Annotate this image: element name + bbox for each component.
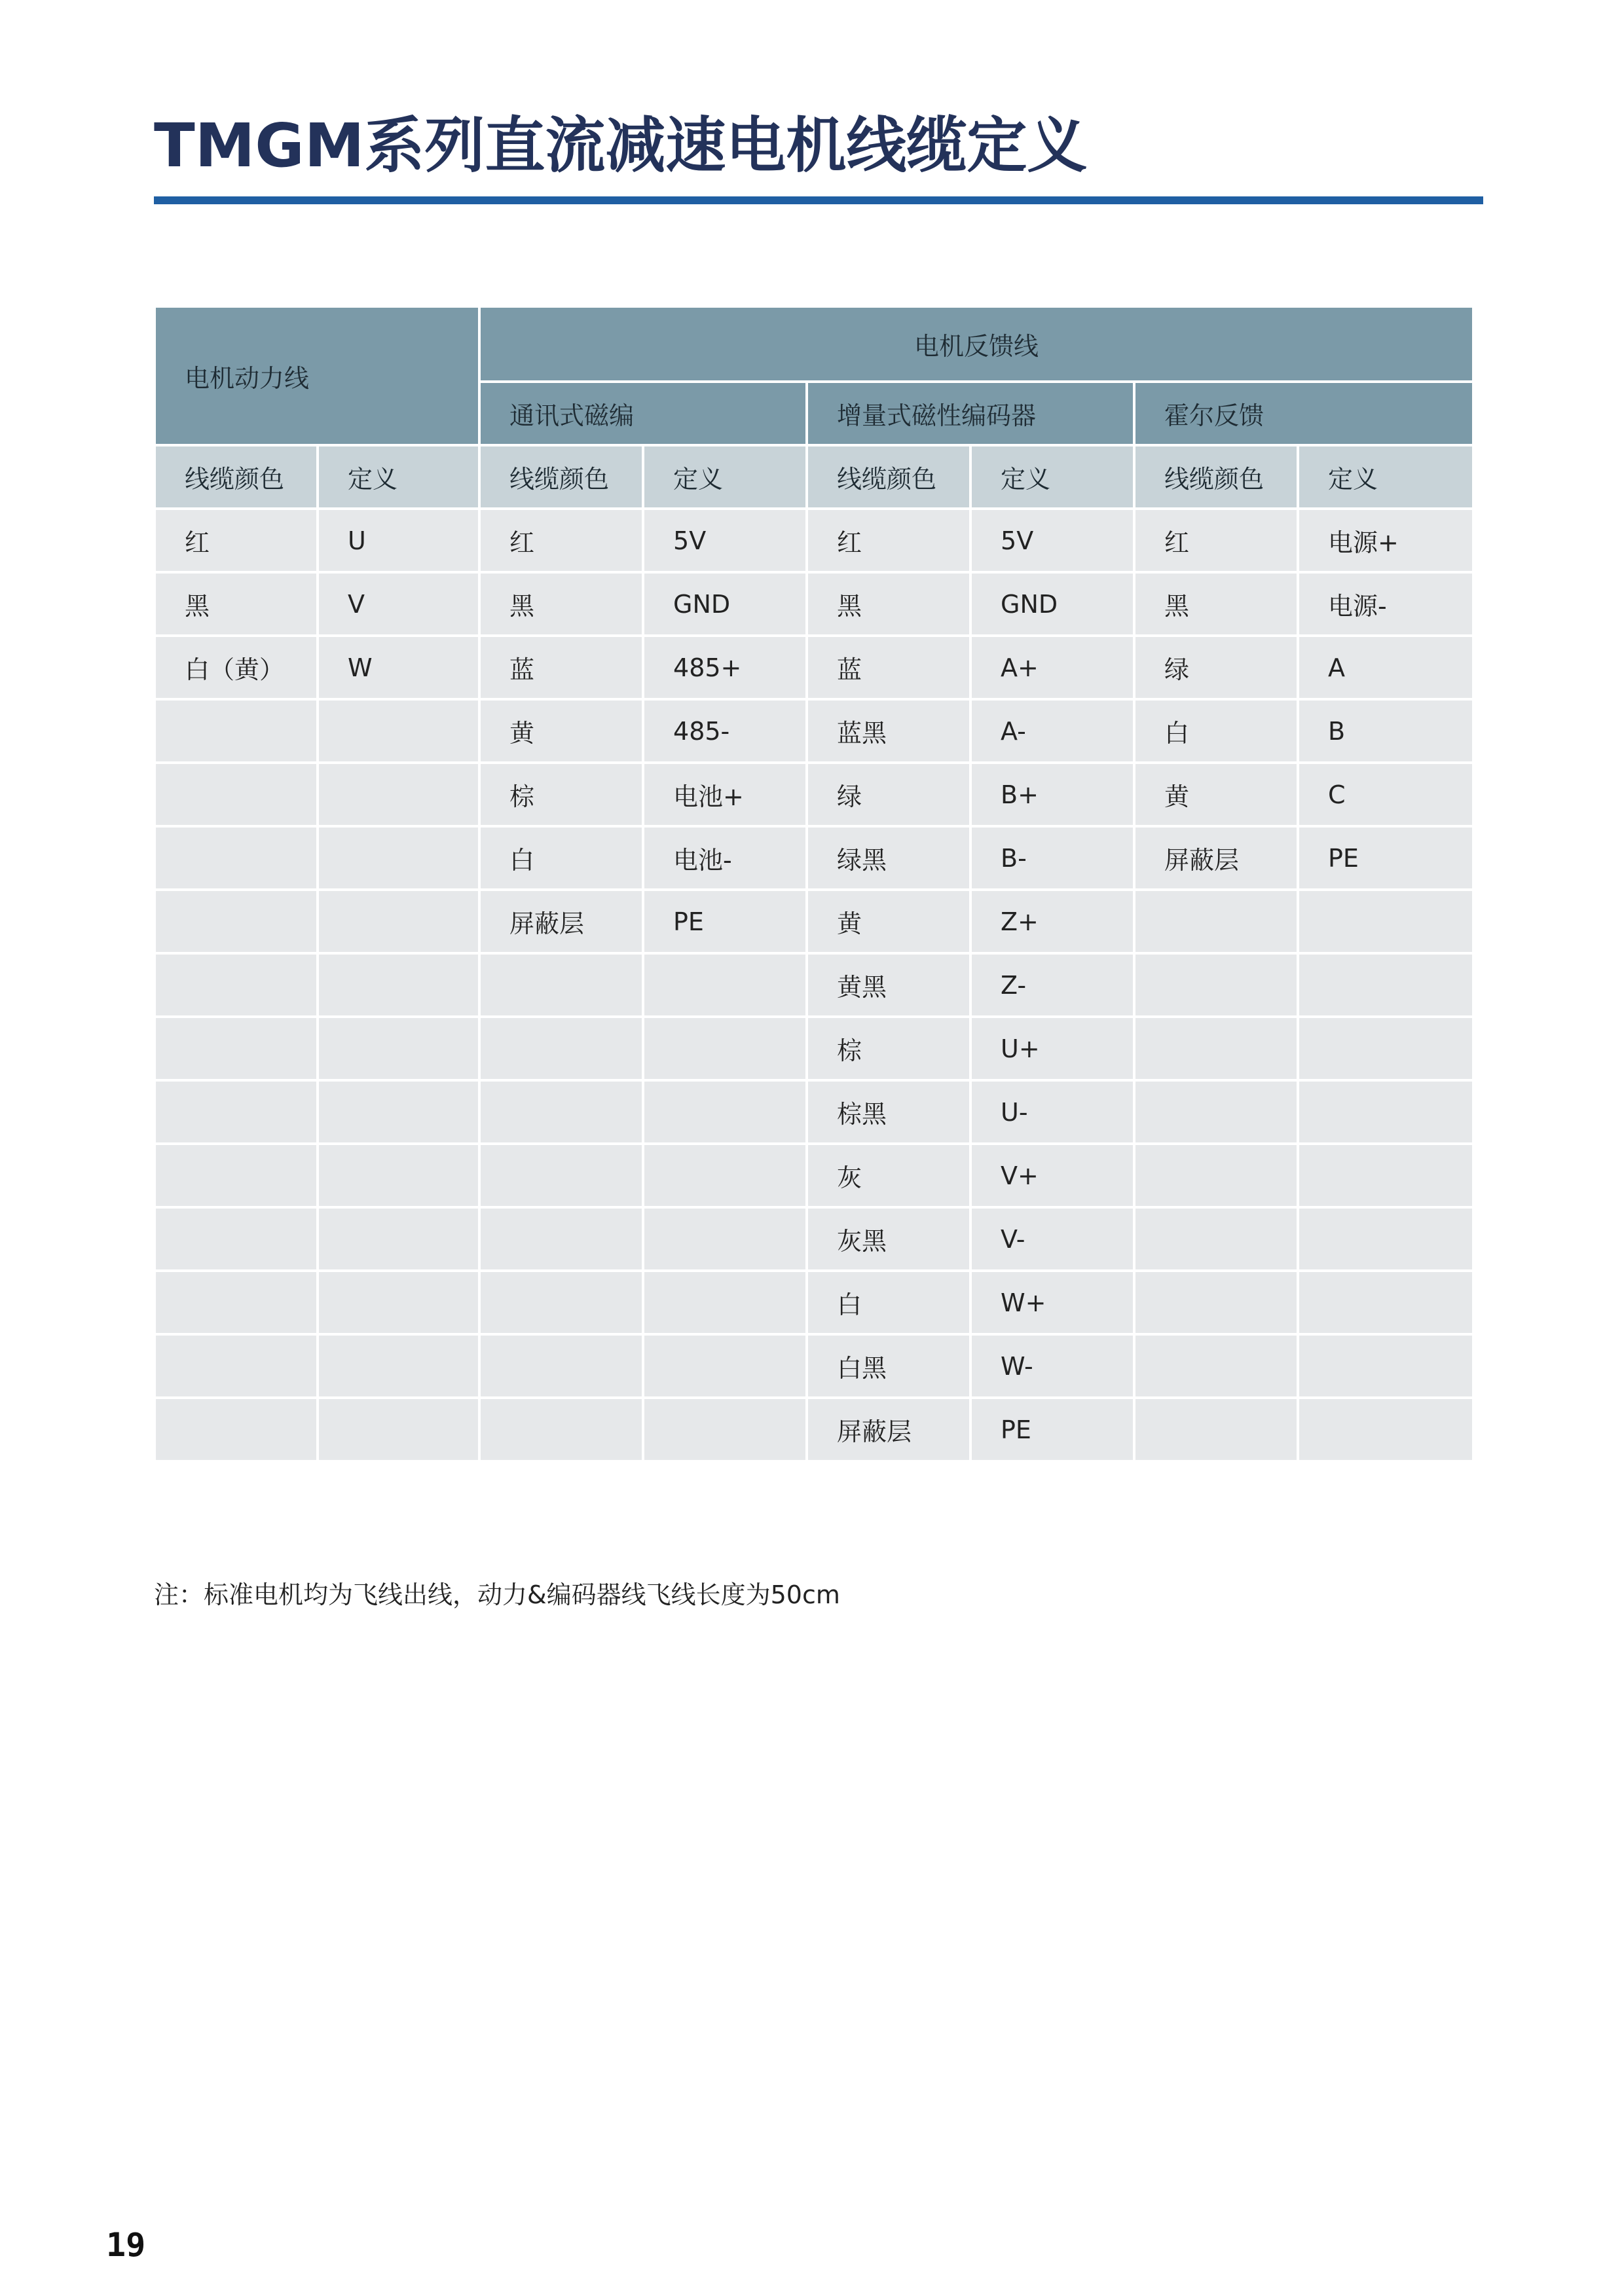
column-header: 线缆颜色 <box>156 445 318 509</box>
table-cell: 蓝 <box>807 636 970 699</box>
feedback-group-header: 电机反馈线 <box>479 308 1472 382</box>
table-cell: 485- <box>643 699 807 763</box>
footnote: 注：标准电机均为飞线出线，动力&编码器线飞线长度为50cm <box>154 1580 840 1609</box>
table-cell <box>479 953 643 1017</box>
table-cell: 屏蔽层 <box>479 890 643 953</box>
table-cell: W+ <box>970 1271 1134 1334</box>
table-cell: V <box>318 572 479 636</box>
table-cell <box>1298 953 1472 1017</box>
table-cell <box>318 1207 479 1271</box>
table-cell <box>156 1080 318 1144</box>
table-cell: 棕 <box>807 1017 970 1080</box>
table-cell: 白（黄） <box>156 636 318 699</box>
table-cell <box>479 1398 643 1461</box>
table-cell <box>479 1271 643 1334</box>
table-cell: 电池+ <box>643 763 807 826</box>
column-header: 线缆颜色 <box>1134 445 1298 509</box>
table-cell <box>1134 1271 1298 1334</box>
table-cell: 485+ <box>643 636 807 699</box>
table-cell: PE <box>970 1398 1134 1461</box>
table-cell: 蓝黑 <box>807 699 970 763</box>
table-row <box>156 1017 1472 1080</box>
table-cell <box>318 1398 479 1461</box>
table-cell: PE <box>643 890 807 953</box>
table-cell: 黑 <box>479 572 643 636</box>
table-cell <box>1298 1398 1472 1461</box>
table-cell: 屏蔽层 <box>1134 826 1298 890</box>
table-cell: U <box>318 509 479 572</box>
table-cell: W- <box>970 1334 1134 1398</box>
table-row <box>156 636 1472 699</box>
table-cell: U- <box>970 1080 1134 1144</box>
page-title: TMGM系列直流减速电机线缆定义 <box>154 111 1088 181</box>
table-cell: 屏蔽层 <box>807 1398 970 1461</box>
table-cell: 5V <box>970 509 1134 572</box>
table-cell <box>1134 953 1298 1017</box>
table-cell: B <box>1298 699 1472 763</box>
table-cell: 灰黑 <box>807 1207 970 1271</box>
table-cell <box>479 1080 643 1144</box>
table-cell: 电源+ <box>1298 509 1472 572</box>
table-row <box>156 826 1472 890</box>
table-cell: 黑 <box>1134 572 1298 636</box>
subgroup-header: 霍尔反馈 <box>1134 382 1472 445</box>
table-cell: W <box>318 636 479 699</box>
table-cell <box>318 1334 479 1398</box>
table-cell <box>1134 1398 1298 1461</box>
table-cell: 蓝 <box>479 636 643 699</box>
table-cell: 红 <box>807 509 970 572</box>
table-cell: B- <box>970 826 1134 890</box>
table-cell: C <box>1298 763 1472 826</box>
table-cell <box>318 890 479 953</box>
table-row <box>156 1207 1472 1271</box>
table-cell <box>1134 1017 1298 1080</box>
table-cell <box>643 1080 807 1144</box>
table-cell <box>156 890 318 953</box>
table-cell <box>156 826 318 890</box>
table-cell <box>643 1017 807 1080</box>
table-row <box>156 1144 1472 1207</box>
table-cell: GND <box>970 572 1134 636</box>
table-cell <box>156 1398 318 1461</box>
table-cell: V+ <box>970 1144 1134 1207</box>
table-cell <box>479 1144 643 1207</box>
table-cell <box>643 1207 807 1271</box>
table-cell: Z+ <box>970 890 1134 953</box>
table-cell: V- <box>970 1207 1134 1271</box>
table-cell <box>1298 1334 1472 1398</box>
table-cell: 红 <box>1134 509 1298 572</box>
table-cell: 棕黑 <box>807 1080 970 1144</box>
table-cell <box>156 763 318 826</box>
column-header: 线缆颜色 <box>807 445 970 509</box>
table-cell: 黄 <box>479 699 643 763</box>
table-cell <box>479 1207 643 1271</box>
table-cell: U+ <box>970 1017 1134 1080</box>
table-cell <box>318 763 479 826</box>
cable-definition-table <box>156 308 1472 1463</box>
table-cell <box>318 953 479 1017</box>
table-cell: B+ <box>970 763 1134 826</box>
table-cell <box>1134 1080 1298 1144</box>
column-header: 线缆颜色 <box>479 445 643 509</box>
table-cell: 白 <box>479 826 643 890</box>
table-cell: 红 <box>156 509 318 572</box>
table-cell: A <box>1298 636 1472 699</box>
column-header: 定义 <box>970 445 1134 509</box>
table-row <box>156 1271 1472 1334</box>
column-header: 定义 <box>318 445 479 509</box>
table-cell: 棕 <box>479 763 643 826</box>
table-cell <box>1298 1080 1472 1144</box>
table-cell: Z- <box>970 953 1134 1017</box>
table-cell: 电池- <box>643 826 807 890</box>
table-cell <box>1134 1144 1298 1207</box>
table-cell <box>479 1017 643 1080</box>
table-cell <box>643 953 807 1017</box>
table-row <box>156 763 1472 826</box>
table-cell: 白黑 <box>807 1334 970 1398</box>
table-cell: 黄 <box>807 890 970 953</box>
table-cell <box>1134 1334 1298 1398</box>
table-cell <box>1298 890 1472 953</box>
table-cell: 绿 <box>1134 636 1298 699</box>
table-row <box>156 1080 1472 1144</box>
column-header: 定义 <box>1298 445 1472 509</box>
table-cell <box>156 953 318 1017</box>
table-cell <box>156 1017 318 1080</box>
table-cell <box>643 1144 807 1207</box>
table-cell <box>156 699 318 763</box>
column-header: 定义 <box>643 445 807 509</box>
table-cell <box>1298 1207 1472 1271</box>
table-cell: PE <box>1298 826 1472 890</box>
page-number: 19 <box>106 2226 146 2264</box>
table-cell: 黑 <box>807 572 970 636</box>
table-cell: A+ <box>970 636 1134 699</box>
table-row <box>156 1334 1472 1398</box>
table-cell <box>1298 1017 1472 1080</box>
table-cell: 白 <box>1134 699 1298 763</box>
table-row <box>156 509 1472 572</box>
table-cell: 黄黑 <box>807 953 970 1017</box>
table-cell: 红 <box>479 509 643 572</box>
table-cell: 白 <box>807 1271 970 1334</box>
table-cell: 黄 <box>1134 763 1298 826</box>
table-cell: GND <box>643 572 807 636</box>
table-cell <box>318 699 479 763</box>
table-cell: 绿黑 <box>807 826 970 890</box>
table-cell: 绿 <box>807 763 970 826</box>
title-rule <box>154 196 1483 204</box>
table-row <box>156 1398 1472 1461</box>
table-cell: 电源- <box>1298 572 1472 636</box>
table-cell: 5V <box>643 509 807 572</box>
table-cell <box>156 1271 318 1334</box>
table-cell <box>318 1080 479 1144</box>
table-cell <box>318 826 479 890</box>
table-cell <box>318 1144 479 1207</box>
table-cell <box>643 1334 807 1398</box>
table-row <box>156 890 1472 953</box>
table-cell <box>1298 1271 1472 1334</box>
table-cell <box>1134 890 1298 953</box>
power-group-header: 电机动力线 <box>156 308 479 445</box>
table-row <box>156 699 1472 763</box>
table-cell <box>643 1398 807 1461</box>
table-cell <box>643 1271 807 1334</box>
table-row <box>156 572 1472 636</box>
table-cell <box>318 1017 479 1080</box>
table-cell <box>156 1144 318 1207</box>
table-cell: 灰 <box>807 1144 970 1207</box>
table-cell <box>1134 1207 1298 1271</box>
table-row <box>156 953 1472 1017</box>
table-cell: A- <box>970 699 1134 763</box>
table-cell <box>479 1334 643 1398</box>
table-cell <box>318 1271 479 1334</box>
table-cell <box>156 1334 318 1398</box>
table-cell: 黑 <box>156 572 318 636</box>
table-cell <box>1298 1144 1472 1207</box>
table-cell <box>156 1207 318 1271</box>
subgroup-header: 增量式磁性编码器 <box>807 382 1134 445</box>
subgroup-header: 通讯式磁编 <box>479 382 807 445</box>
